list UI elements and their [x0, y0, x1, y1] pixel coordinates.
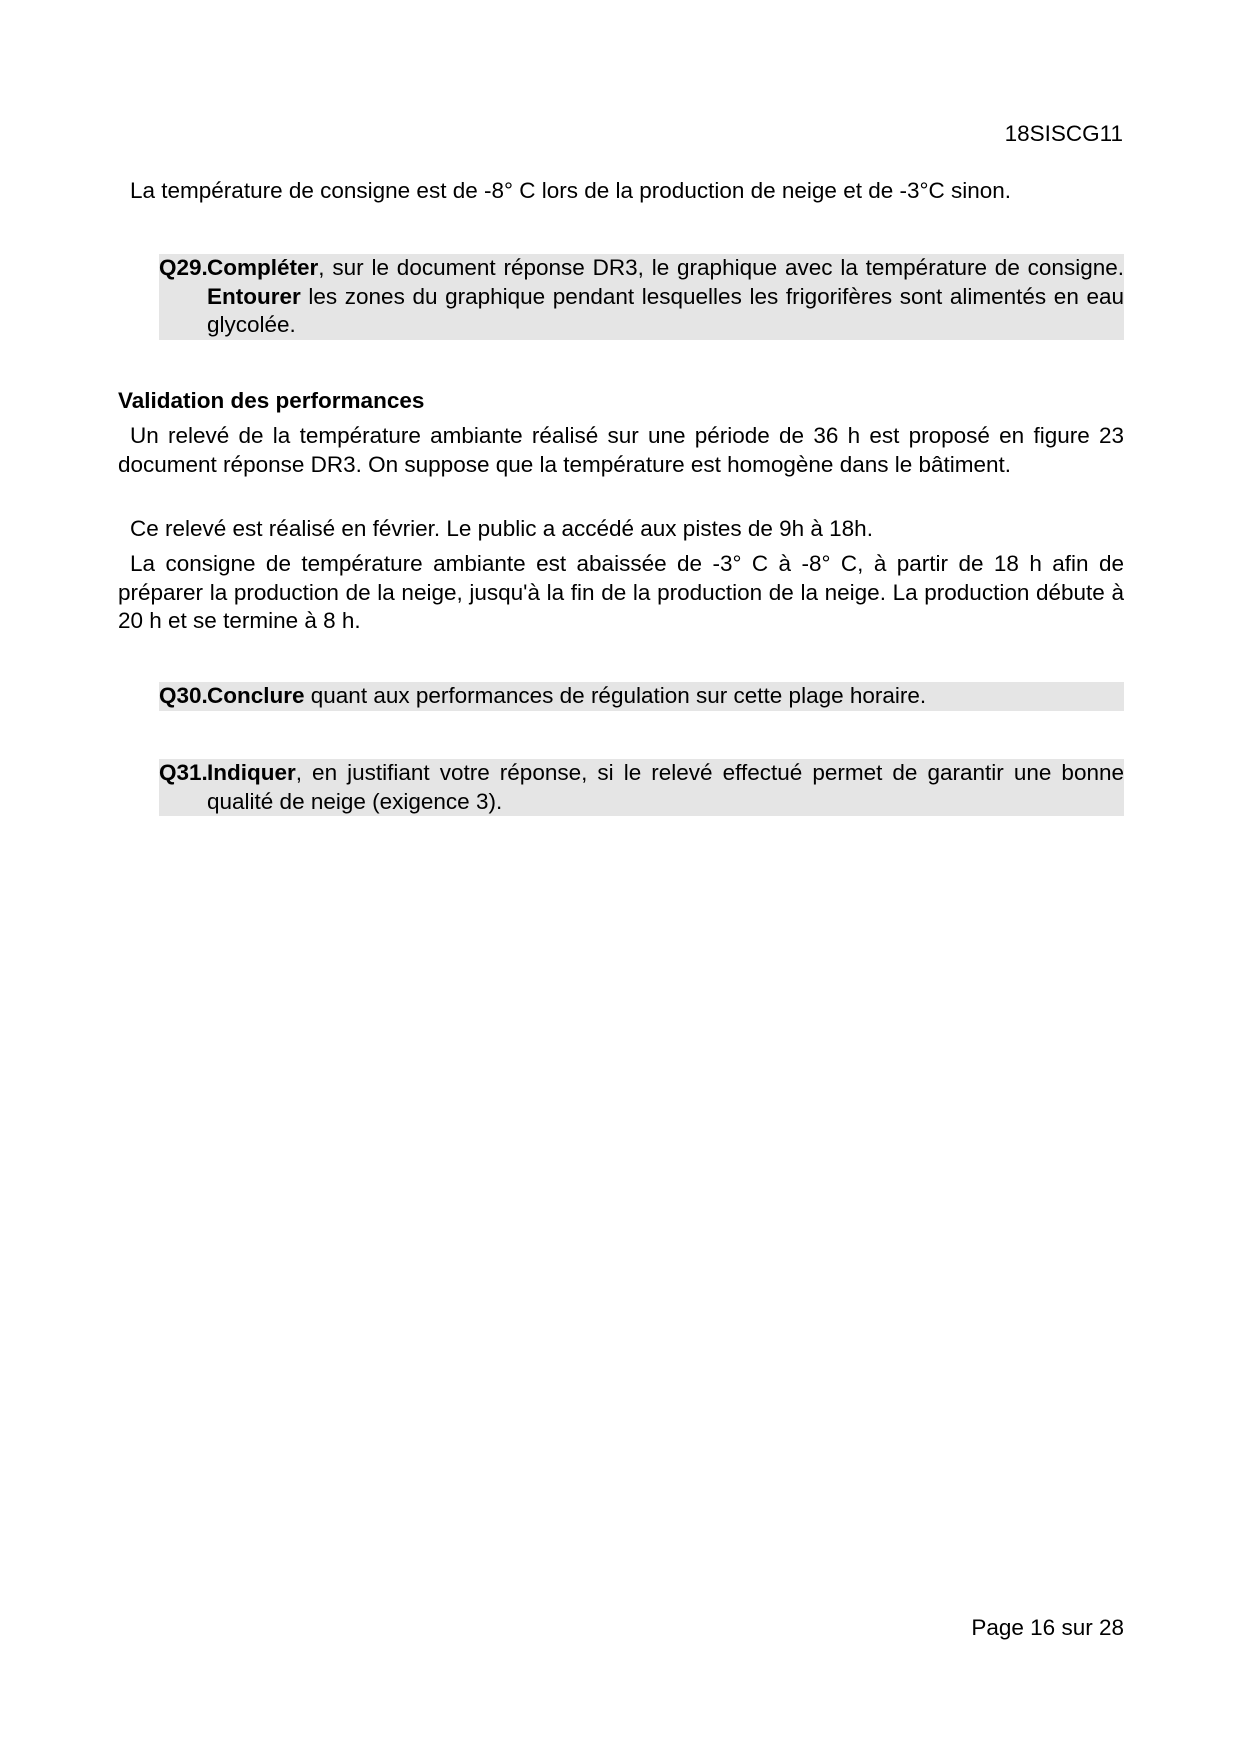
question-q29-verb-circle: Entourer — [207, 283, 301, 309]
paragraph-fevrier-text: Ce relevé est réalisé en février. Le public a accédé aux pistes de 9h à 18h. — [130, 516, 873, 541]
question-q29-text-part1: , sur le document réponse DR3, le graphique avec la température de consigne. — [318, 255, 1124, 280]
question-q29-verb-complete: Compléter — [207, 255, 319, 280]
paragraph-fevrier — [118, 515, 1124, 544]
question-q31-text-body: , en justifiant votre réponse, si le relevé effectué permet de garantir une bonne qualité de neige (exigence 3). — [207, 760, 1124, 814]
paragraph-consigne — [118, 550, 1124, 636]
question-q29 — [159, 254, 1124, 340]
question-q29-text-part2: les zones du graphique pendant lesquelles les frigorifères sont alimentés en eau glycolée. — [207, 283, 1124, 337]
question-q31-verb: Indiquer — [207, 760, 296, 785]
question-q30-verb: Conclure — [207, 683, 305, 708]
paragraph-releve — [118, 422, 1124, 479]
paragraph-consigne-text: La consigne de température ambiante est abaissée de -3° C à -8° C, à partir de 18 h afin de préparer la production de la neige, jusqu'à la fin de la production de la neige. La production débute à 20 h et se termine à 8 h. — [118, 551, 1124, 633]
intro-paragraph: La température de consigne est de -8° C lors de la production de neige et de -3°C sinon. — [130, 178, 1012, 203]
question-q30-text-body: quant aux performances de régulation sur cette plage horaire. — [304, 683, 927, 708]
question-q31-number: Q31. — [159, 760, 208, 785]
paragraph-releve-text: Un relevé de la température ambiante réalisé sur une période de 36 h est proposé en figure 23 document réponse DR3. On suppose que la température est homogène dans le bâtiment. — [118, 423, 1124, 477]
document-code: 18SISCG11 — [1004, 121, 1123, 146]
question-q31 — [159, 759, 1124, 816]
question-q30-number: Q30. — [159, 683, 208, 708]
page-number: Page 16 sur 28 — [971, 1615, 1124, 1640]
question-q30-text — [159, 682, 1124, 711]
question-q31-text — [159, 759, 1124, 816]
question-q30 — [159, 682, 1124, 711]
question-q29-number: Q29. — [159, 255, 208, 280]
section-title: Validation des performances — [118, 388, 425, 413]
question-q29-text — [159, 254, 1124, 340]
